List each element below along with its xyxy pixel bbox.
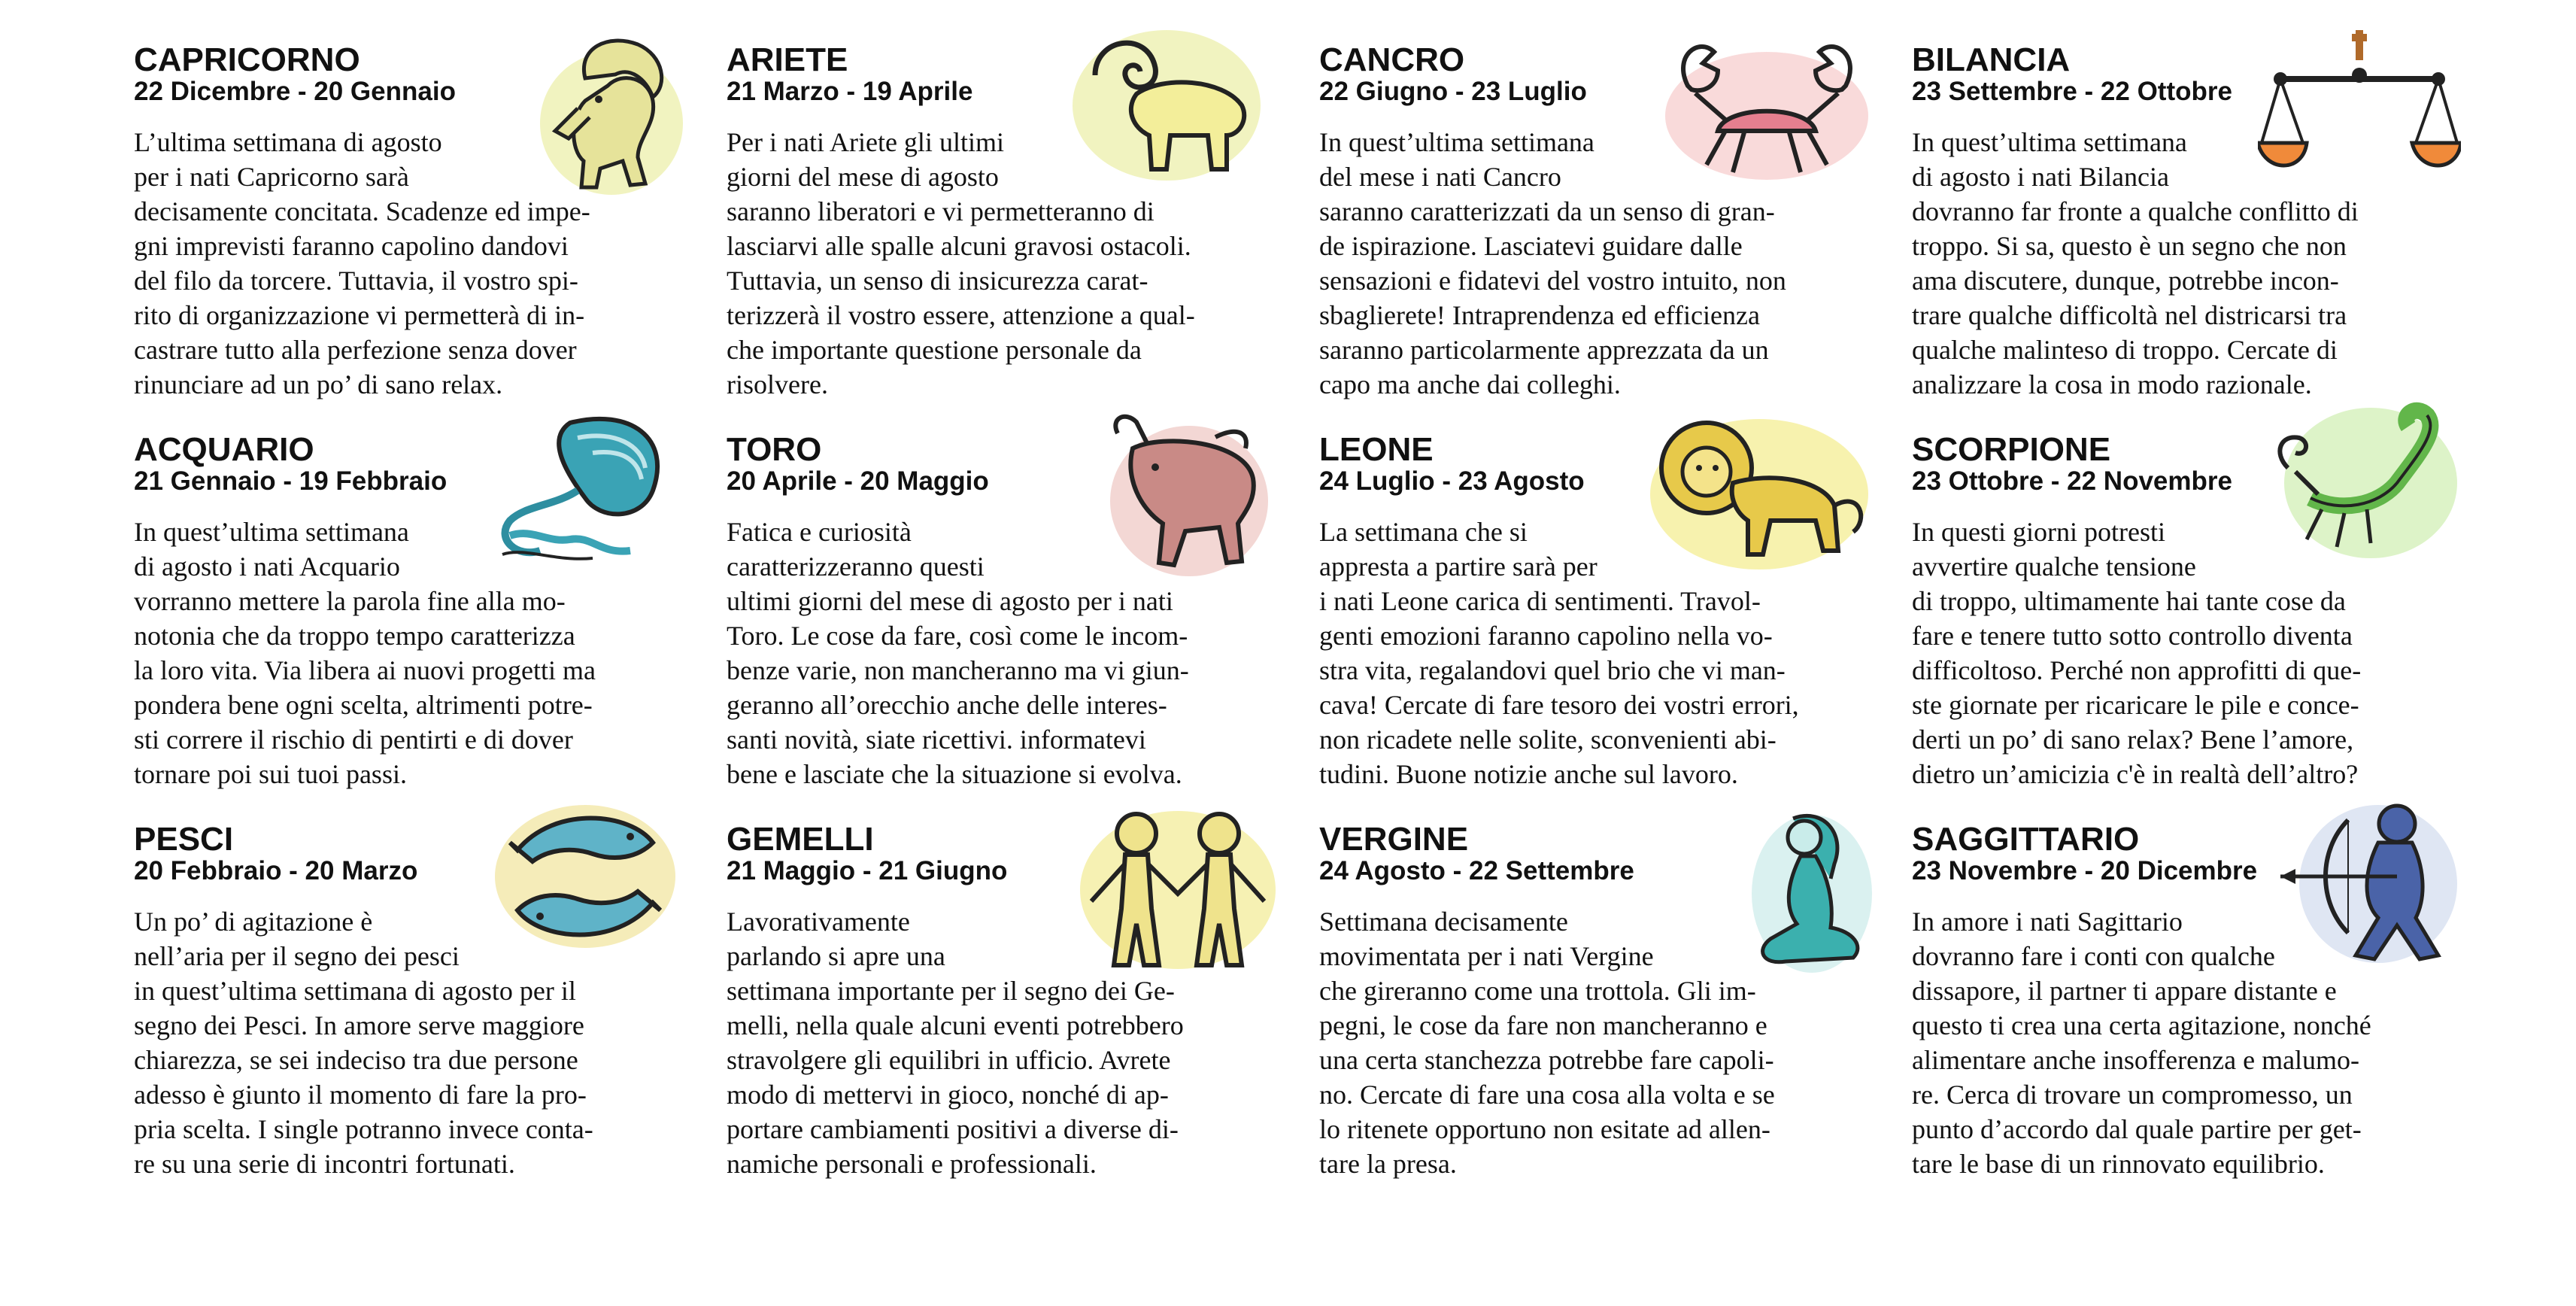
sign-dates: 21 Marzo - 19 Aprile: [727, 77, 973, 106]
sign-title: VERGINE: [1319, 821, 1469, 858]
sign-text: In quest’ultima settimana del mese i nati Cancro saranno caratterizzati da un senso di gran- de ispirazione. Lasciatevi guidare dalle sensazioni e fidatevi del vostro intuito, non sbaglierete! Intraprendenza ed efficienza saranno particolarmente apprezzata da un capo ma anche dai colleghi.: [1319, 127, 1786, 399]
sign-dates: 23 Novembre - 20 Dicembre: [1912, 856, 2258, 885]
aries-ram-icon: [1065, 23, 1268, 188]
sign-dates: 21 Gennaio - 19 Febbraio: [134, 466, 448, 496]
sign-title: SCORPIONE: [1912, 431, 2111, 468]
sign-text: Per i nati Ariete gli ultimi giorni del mese di agosto saranno liberatori e vi permetteranno di lasciarvi alle spalle alcuni gravosi ostacoli. Tuttavia, un senso di insicurezza carat- terizzerà il vostro essere, attenzione a qual- che importante questione personale da risolvere.: [727, 127, 1195, 399]
sign-text: Un po’ di agitazione è nell’aria per il segno dei pesci in quest’ultima settimana di agosto per il segno dei Pesci. In amore serve maggiore chiarezza, se sei indeciso tra due persone adesso è giunto il momento di fare la pro- pria scelta. I single potranno invece conta- re su una serie di incontri fortunati.: [134, 907, 593, 1179]
sign-text: In questi giorni potresti avvertire qualche tensione di troppo, ultimamente hai tante cose da fare e tenere tutto sotto controllo diventa difficoltoso. Perché non approfitti di que- ste giornate per ricaricare le pile e conce- derti un po’ di sano relax? Bene l’amore, dietro un’amicizia c'è in realtà dell’altro?: [1912, 517, 2362, 789]
sign-leone: [1319, 430, 1876, 822]
sign-title: SAGGITTARIO: [1912, 821, 2140, 858]
sign-text: Fatica e curiosità caratterizzeranno questi ultimi giorni del mese di agosto per i nati Toro. Le cose da fare, così come le incom- benze varie, non mancheranno ma vi giun- geranno all’orecchio anche delle interes- santi novità, siate ricettivi. informatevi bene e lasciate che la situazione si evolva.: [727, 517, 1189, 789]
sign-dates: 23 Settembre - 22 Ottobre: [1912, 77, 2232, 106]
sign-title: ACQUARIO: [134, 431, 314, 468]
sign-dates: 21 Maggio - 21 Giugno: [727, 856, 1008, 885]
sign-pesci: [134, 820, 690, 1211]
sign-saggittario: [1912, 820, 2468, 1211]
sign-dates: 20 Febbraio - 20 Marzo: [134, 856, 418, 885]
sign-text: In quest’ultima settimana di agosto i nati Bilancia dovranno far fronte a qualche conflitto di troppo. Si sa, questo è un segno che non ama discutere, dunque, potrebbe incon- trare qualche difficoltà nel districarsi tra qualche malinteso di troppo. Cercate di analizzare la cosa in modo razionale.: [1912, 127, 2359, 399]
sign-dates: 20 Aprile - 20 Maggio: [727, 466, 989, 496]
capricorn-goat-icon: [525, 26, 690, 206]
sign-capricorno: [134, 41, 690, 432]
sign-dates: 22 Dicembre - 20 Gennaio: [134, 77, 456, 106]
sign-text: L’ultima settimana di agosto per i nati Capricorno sarà decisamente concitata. Scadenze ed impe- gni imprevisti faranno capolino dandovi del filo da torcere. Tuttavia, il vostro spi- rito di organizzazione vi permetterà di in- castrare tutto alla perfezione senza dover rinunciare ad un po’ di sano relax.: [134, 127, 590, 399]
virgo-maiden-icon: [1740, 803, 1876, 976]
sign-text: In amore i nati Sagittario dovranno fare i conti con qualche dissapore, il partner ti appare distante e questo ti crea una certa agitazione, nonché alimentare anche insofferenza e malumo- re. Cerca di trovare un compromesso, un punto d’accordo dal quale partire per get- tare le base di un rinnovato equilibrio.: [1912, 907, 2371, 1179]
sign-dates: 24 Agosto - 22 Settembre: [1319, 856, 1634, 885]
aquarius-water-jar-icon: [480, 408, 675, 573]
sign-dates: 22 Giugno - 23 Luglio: [1319, 77, 1587, 106]
sign-cancro: [1319, 41, 1876, 432]
sign-ariete: [727, 41, 1283, 432]
cancer-crab-icon: [1658, 33, 1876, 184]
sign-text: Lavorativamente parlando si apre una settimana importante per il segno dei Ge- melli, nella quale alcuni eventi potrebbero stravolgere gli equilibri in ufficio. Avrete modo di mettervi in gioco, nonché di ap- portare cambiamenti positivi a diverse di- namiche personali e professionali.: [727, 907, 1184, 1179]
sign-title: LEONE: [1319, 431, 1434, 468]
sign-title: CANCRO: [1319, 41, 1465, 78]
sign-title: PESCI: [134, 821, 234, 858]
sign-acquario: [134, 430, 690, 822]
sign-dates: 24 Luglio - 23 Agosto: [1319, 466, 1585, 496]
sign-text: Settimana decisamente movimentata per i nati Vergine che gireranno come una trottola. Gli im- pegni, le cose da fare non mancheranno e una certa stanchezza potrebbe fare capoli- no. Cercate di fare una cosa alla volta e se lo ritenete opportuno non esitate ad allen- tare la presa.: [1319, 907, 1775, 1179]
sign-vergine: [1319, 820, 1876, 1211]
sign-toro: [727, 430, 1283, 822]
sign-title: CAPRICORNO: [134, 41, 360, 78]
pisces-fish-icon: [487, 797, 683, 955]
sign-title: TORO: [727, 431, 822, 468]
sagittarius-archer-icon: [2265, 797, 2461, 970]
scorpio-scorpion-icon: [2265, 400, 2461, 573]
sign-gemelli: [727, 820, 1283, 1211]
sign-text: In quest’ultima settimana di agosto i nati Acquario vorranno mettere la parola fine alla mo- notonia che da troppo tempo caratterizza la loro vita. Via libera ai nuovi progetti ma pondera bene ogni scelta, altrimenti potre- sti correre il rischio di pentirti e di dover tornare poi sui tuoi passi.: [134, 517, 596, 789]
leo-lion-icon: [1643, 408, 1876, 573]
sign-title: GEMELLI: [727, 821, 874, 858]
sign-text: La settimana che si appresta a partire sarà per i nati Leone carica di sentimenti. Travol- genti emozioni faranno capolino nella vo- stra vita, regalandovi quel brio che vi man- cava! Cercate di fare tesoro dei vostri errori, non ricadete nelle solite, sconvenienti abi- tudini. Buone notizie anche sul lavoro.: [1319, 517, 1799, 789]
taurus-bull-icon: [1103, 403, 1276, 584]
sign-scorpione: [1912, 430, 2468, 822]
sign-title: BILANCIA: [1912, 41, 2071, 78]
libra-scales-icon: [2258, 23, 2461, 188]
sign-title: ARIETE: [727, 41, 848, 78]
gemini-twins-icon: [1073, 803, 1283, 976]
sign-bilancia: [1912, 41, 2468, 432]
sign-dates: 23 Ottobre - 22 Novembre: [1912, 466, 2232, 496]
